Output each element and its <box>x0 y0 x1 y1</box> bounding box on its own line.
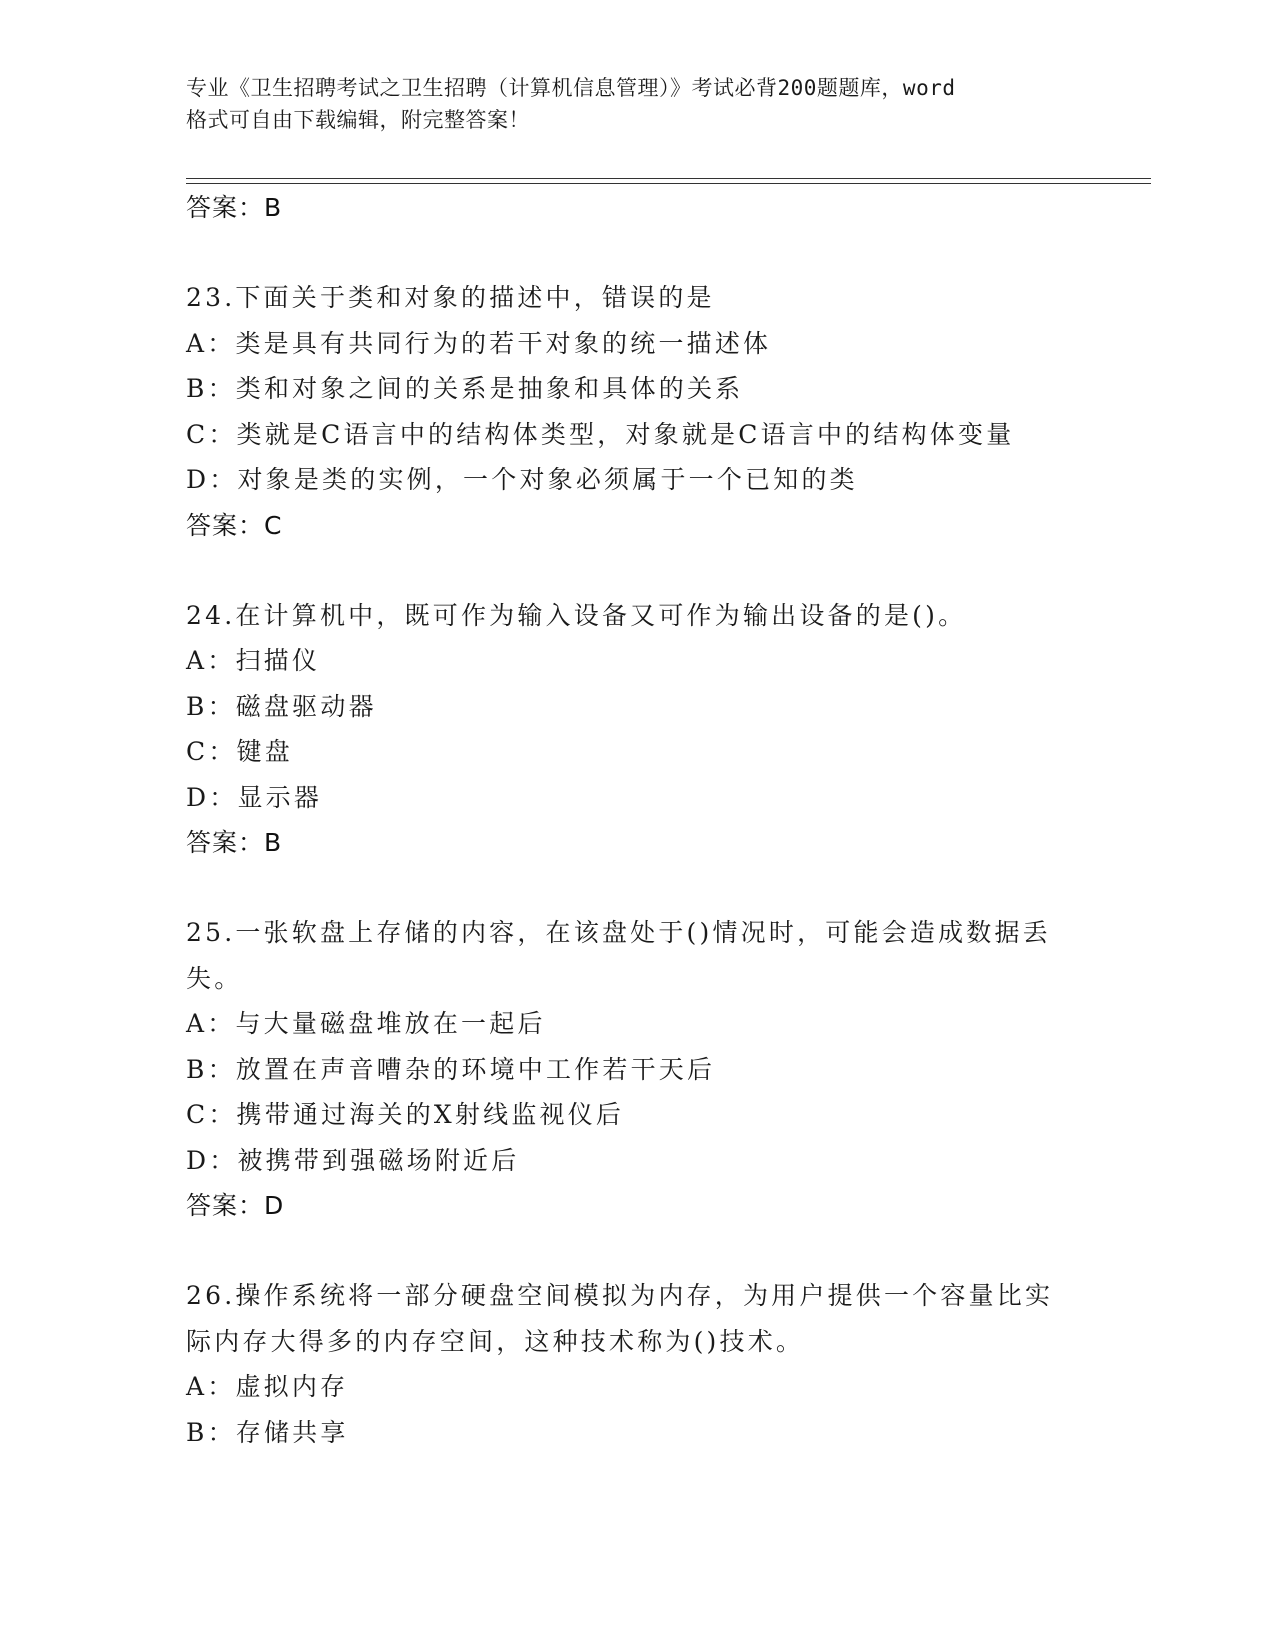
answer-line: 答案：C <box>186 510 283 540</box>
question-block <box>186 593 1151 866</box>
option-c: C：键盘 <box>186 737 293 766</box>
spacer <box>186 230 1151 275</box>
document-page <box>186 0 1151 1650</box>
question-stem-continued: 失。 <box>186 963 243 993</box>
question-stem: 24.在计算机中，既可作为输入设备又可作为输出设备的是()。 <box>186 600 967 630</box>
option-a: A：虚拟内存 <box>186 1372 349 1401</box>
header-divider-top <box>186 178 1151 179</box>
document-header <box>186 72 1086 136</box>
question-stem: 23.下面关于类和对象的描述中，错误的是 <box>186 283 715 312</box>
spacer <box>186 865 1151 910</box>
option-d: D：被携带到强磁场附近后 <box>186 1145 520 1175</box>
question-stem: 26.操作系统将一部分硬盘空间模拟为内存，为用户提供一个容量比实 <box>186 1281 1054 1310</box>
header-divider-bottom <box>186 183 1151 184</box>
question-block <box>186 910 1151 1228</box>
option-c: C：类就是C语言中的结构体类型，对象就是C语言中的结构体变量 <box>186 419 1015 449</box>
answer-line: 答案：B <box>186 828 283 857</box>
question-block <box>186 1273 1151 1455</box>
option-d: D：显示器 <box>186 782 323 812</box>
question-list <box>186 185 1151 1455</box>
option-b: B：类和对象之间的关系是抽象和具体的关系 <box>186 374 744 403</box>
answer-line: 答案：B <box>186 193 283 222</box>
header-line-2: 格式可自由下载编辑，附完整答案！ <box>186 108 530 132</box>
header-line-1: 专业《卫生招聘考试之卫生招聘（计算机信息管理）》考试必背200题题库，word <box>186 76 956 100</box>
option-a: A：类是具有共同行为的若干对象的统一描述体 <box>186 328 772 358</box>
question-stem-continued: 际内存大得多的内存空间，这种技术称为()技术。 <box>186 1326 805 1356</box>
option-b: B：存储共享 <box>186 1417 349 1447</box>
option-c: C：携带通过海关的X射线监视仪后 <box>186 1100 625 1129</box>
spacer <box>186 548 1151 593</box>
answer-line: 答案：D <box>186 1191 285 1220</box>
question-block <box>186 275 1151 548</box>
option-a: A：扫描仪 <box>186 646 321 675</box>
option-b: B：磁盘驱动器 <box>186 691 377 721</box>
option-a: A：与大量磁盘堆放在一起后 <box>186 1009 546 1038</box>
option-d: D：对象是类的实例，一个对象必须属于一个已知的类 <box>186 465 858 494</box>
spacer <box>186 1228 1151 1273</box>
option-b: B：放置在声音嘈杂的环境中工作若干天后 <box>186 1054 716 1084</box>
question-stem: 25.一张软盘上存储的内容，在该盘处于()情况时，可能会造成数据丢 <box>186 918 1051 947</box>
